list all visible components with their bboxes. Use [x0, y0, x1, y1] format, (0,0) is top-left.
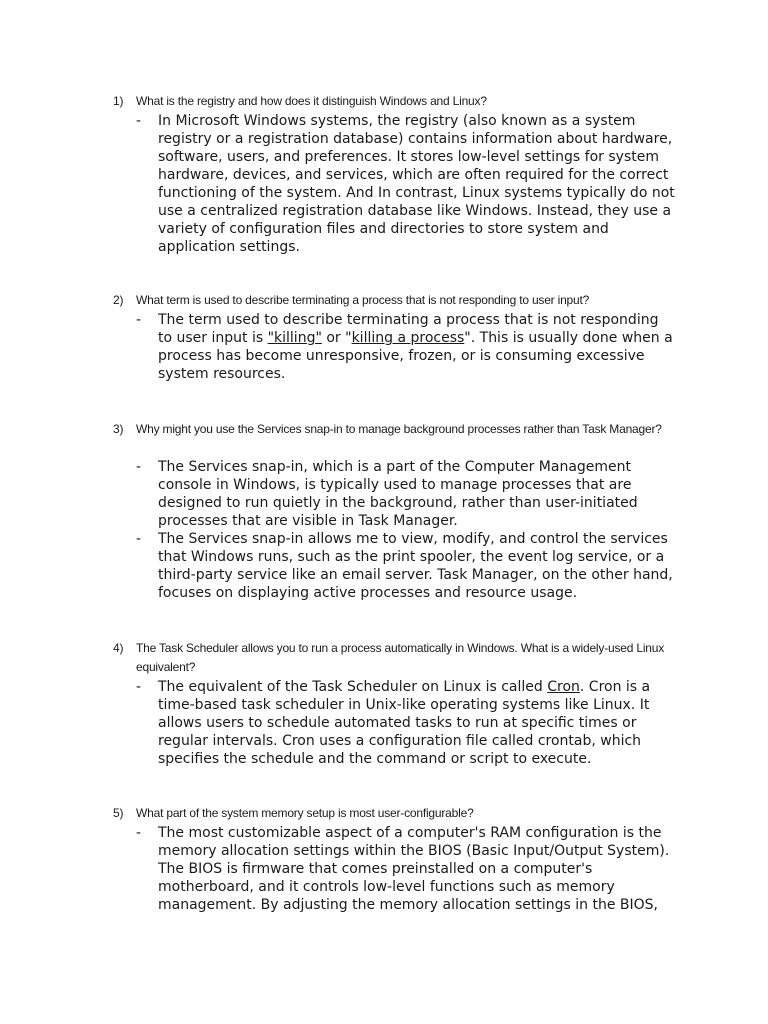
answer-text	[158, 311, 676, 383]
killing-a-process-link[interactable]: killing a process	[351, 330, 465, 346]
answer-3-1	[136, 458, 676, 530]
bullet-dash: -	[136, 113, 142, 129]
bullet-dash: -	[136, 531, 142, 547]
question-text: What part of the system memory setup is most user-configurable?	[136, 806, 474, 820]
answer-text-segment: The term used to describe terminating a process that is not responding to user input is	[158, 312, 659, 346]
answer-2-1	[136, 311, 676, 383]
answer-text: The Services snap-in, which is a part of the Computer Management console in Windows, is typically used to manage processes that are designed to run quietly in the background, rather than user-initiated processes that are visible in Task Manager.	[158, 459, 638, 529]
question-text: Why might you use the Services snap-in to manage background processes rather than Task Manager?	[136, 422, 662, 436]
question-number: 5)	[113, 806, 124, 820]
answer-text-segment: The equivalent of the Task Scheduler on Linux is called	[158, 679, 548, 695]
killing-link[interactable]: "killing"	[267, 330, 322, 346]
bullet-dash: -	[136, 679, 142, 695]
answer-5-1	[136, 824, 676, 914]
answer-1-1	[136, 112, 676, 256]
question-number: 2)	[113, 293, 124, 307]
question-1	[113, 92, 683, 111]
question-text: What is the registry and how does it distinguish Windows and Linux?	[136, 94, 487, 108]
question-number: 4)	[113, 641, 124, 655]
question-3	[113, 420, 683, 439]
question-number: 3)	[113, 422, 124, 436]
answer-text-segment: . Cron is a time-based task scheduler in Unix-like operating systems like Linux. It allows users to schedule automated tasks to run at specific times or regular intervals. Cron uses a configuration file called crontab, which specifies the schedule and the command or script to execute.	[158, 679, 651, 767]
bullet-dash: -	[136, 459, 142, 475]
bullet-dash: -	[136, 825, 142, 841]
question-text: What term is used to describe terminating a process that is not responding to user input?	[136, 293, 590, 307]
question-5	[113, 804, 683, 823]
answer-4-1	[136, 678, 676, 768]
cron-link[interactable]: Cron	[547, 679, 580, 695]
answer-text-segment: or "	[321, 330, 352, 346]
bullet-dash: -	[136, 312, 142, 328]
answer-text-segment: ". This is usually done when a process has become unresponsive, frozen, or is consuming excessive system resources.	[158, 330, 673, 382]
question-number: 1)	[113, 94, 124, 108]
answer-text: In Microsoft Windows systems, the registry (also known as a system registry or a registration database) contains information about hardware, software, users, and preferences. It stores low-level settings for system hardware, devices, and services, which are often required for the correct functioning of the system. And In contrast, Linux systems typically do not use a centralized registration database like Windows. Instead, they use a variety of configuration files and directories to store system and application settings.	[158, 113, 675, 255]
answer-text: The Services snap-in allows me to view, modify, and control the services that Windows runs, such as the print spooler, the event log service, or a third-party service like an email server. Task Manager, on the other hand, focuses on displaying active processes and resource usage.	[158, 531, 673, 601]
question-text: The Task Scheduler allows you to run a process automatically in Windows. What is a widely-used Linux equivalent?	[136, 641, 665, 674]
question-4	[113, 639, 683, 677]
answer-3-2	[136, 530, 676, 602]
answer-text	[158, 678, 676, 768]
answer-text: The most customizable aspect of a computer's RAM configuration is the memory allocation settings within the BIOS (Basic Input/Output System). The BIOS is firmware that comes preinstalled on a computer's motherboard, and it controls low-level functions such as memory management. By adjusting the memory allocation settings in the BIOS,	[158, 825, 670, 913]
question-2	[113, 291, 683, 310]
